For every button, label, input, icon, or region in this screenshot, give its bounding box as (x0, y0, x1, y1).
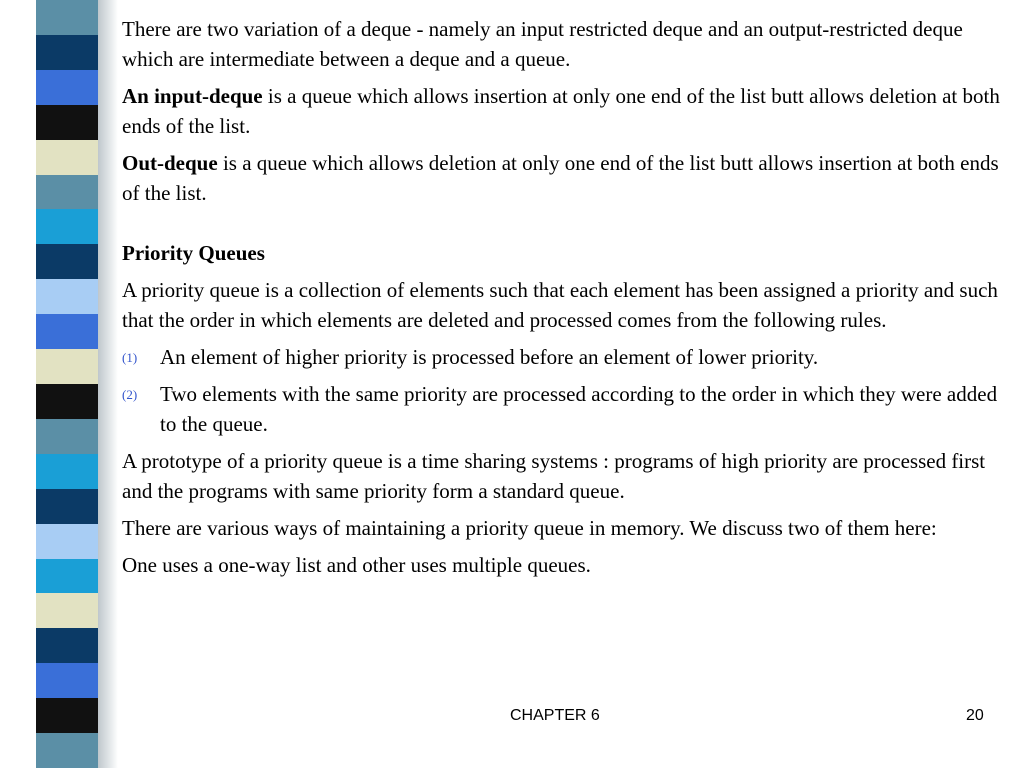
strip-block (36, 489, 98, 524)
strip-block (36, 349, 98, 384)
prototype-paragraph: A prototype of a priority queue is a time sharing systems : programs of high priority are processed first and the programs with same priority form a standard queue. (122, 449, 986, 503)
section-gap (122, 215, 1002, 238)
input-deque-term: An input-deque (122, 84, 263, 108)
strip-block (36, 524, 98, 559)
strip-block (36, 559, 98, 594)
strip-block (36, 105, 98, 140)
input-deque-paragraph (122, 81, 1002, 141)
strip-block (36, 733, 98, 768)
strip-block (36, 698, 98, 733)
strip-block (36, 209, 98, 244)
strip-block (36, 175, 98, 210)
strip-block (36, 454, 98, 489)
definition-paragraph: A priority queue is a collection of elements such that each element has been assigned a priority and such that the order in which elements are deleted and processed comes from the following rules. (122, 278, 998, 332)
slide-content (122, 14, 1002, 587)
intro-paragraph: There are two variation of a deque - namely an input restricted deque and an output-restricted deque which are intermediate between a deque and a queue. (122, 17, 963, 71)
rule-number: (2) (122, 387, 138, 402)
rule-item (122, 342, 1002, 372)
strip-shadow (98, 0, 118, 768)
strip-block (36, 244, 98, 279)
rule-item (122, 379, 1002, 439)
strip-block (36, 663, 98, 698)
footer-page-number: 20 (966, 707, 984, 724)
output-deque-term: Out-deque (122, 151, 218, 175)
output-deque-text: is a queue which allows deletion at only one end of the list butt allows insertion at both ends of the list. (122, 151, 999, 205)
decorative-strip (0, 0, 118, 768)
closing-paragraph: One uses a one-way list and other uses multiple queues. (122, 553, 591, 577)
strip-block (36, 35, 98, 70)
strip-block (36, 628, 98, 663)
rule-text: An element of higher priority is processed before an element of lower priority. (160, 345, 819, 369)
strip-block (36, 279, 98, 314)
section-heading: Priority Queues (122, 241, 265, 265)
output-deque-paragraph (122, 148, 1002, 208)
ways-paragraph: There are various ways of maintaining a priority queue in memory. We discuss two of them here: (122, 516, 937, 540)
strip-block (36, 384, 98, 419)
strip-blocks (36, 0, 98, 768)
strip-block (36, 140, 98, 175)
footer-chapter: CHAPTER 6 (510, 707, 600, 724)
rule-number: (1) (122, 350, 138, 365)
strip-block (36, 593, 98, 628)
strip-block (36, 0, 98, 35)
rule-text: Two elements with the same priority are processed according to the order in which they were added to the queue. (160, 382, 998, 436)
input-deque-text: is a queue which allows insertion at only one end of the list butt allows deletion at both ends of the list. (122, 84, 1000, 138)
strip-block (36, 419, 98, 454)
strip-block (36, 70, 98, 105)
strip-block (36, 314, 98, 349)
